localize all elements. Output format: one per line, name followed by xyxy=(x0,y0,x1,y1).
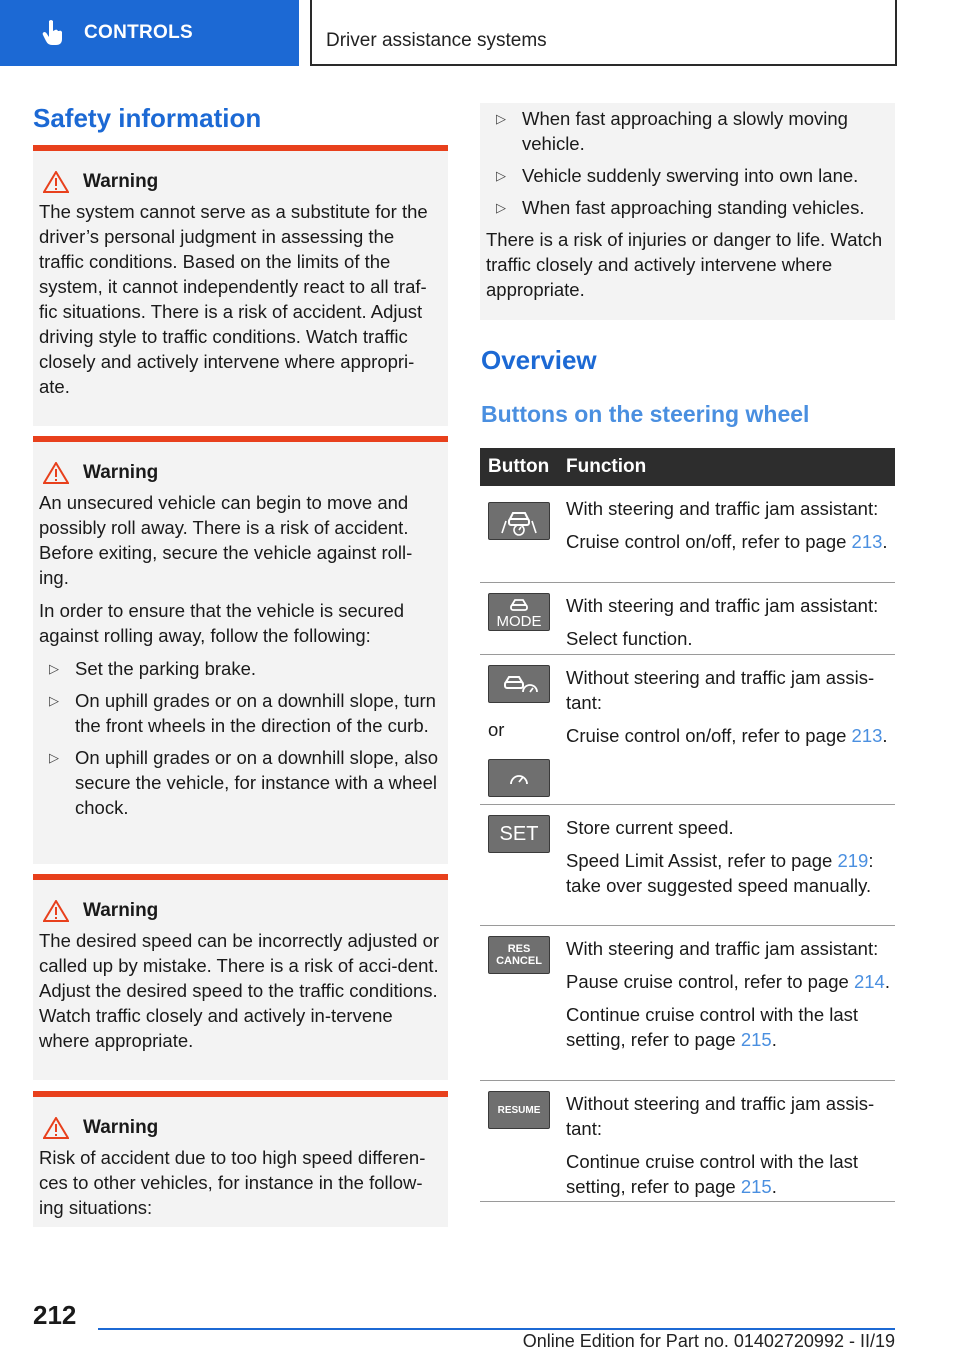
warning-box-1 xyxy=(33,145,448,426)
res-cancel-button-icon xyxy=(488,936,550,974)
list-item: ▷ On uphill grades or on a downhill slope, turn the front wheels in the direction of the curb. xyxy=(49,690,436,736)
warning-title: Warning xyxy=(83,1117,159,1138)
table-row xyxy=(480,655,895,805)
gauge-button-icon xyxy=(488,759,550,797)
chapter-bar xyxy=(310,0,897,66)
function-text: Cruise control on/off, refer to page 213. xyxy=(566,531,888,552)
footer-divider xyxy=(98,1328,895,1330)
warning-title: Warning xyxy=(83,900,159,921)
safety-information-heading: Safety information xyxy=(33,103,262,133)
warning-title: Warning xyxy=(83,171,159,192)
function-text: Pause cruise control, refer to page 214. xyxy=(566,971,890,992)
set-button-icon xyxy=(488,815,550,853)
bullet-list xyxy=(39,656,440,820)
column-header-button: Button xyxy=(488,456,550,477)
warning-continuation xyxy=(480,103,895,320)
list-item: ▷ When fast approaching standing vehicles. xyxy=(496,197,865,218)
page-link[interactable]: 213 xyxy=(851,725,883,746)
warning-text: The desired speed can be incorrectly adjusted or called up by mistake. There is a risk of acci-dent. Adjust the desired speed to the traffic conditions. Watch traffic closely and actively in-tervene where appropriate. xyxy=(39,930,440,1051)
chapter-title: Driver assistance systems xyxy=(326,30,547,51)
function-text: Without steering and traffic jam assis-tant: xyxy=(566,667,875,713)
res-cancel-label: RES CANCEL xyxy=(496,943,542,967)
triangle-bullet-icon: ▷ xyxy=(496,200,506,215)
table-row xyxy=(480,805,895,926)
list-item: ▷ When fast approaching a slowly moving vehicle. xyxy=(496,108,848,154)
section-tab[interactable] xyxy=(0,0,299,66)
warning-text: The system cannot serve as a substitute for the driver’s personal judgment in assessing the traffic conditions. Based on the limits of the system, it cannot independently react to all traf-fic situations. There is a risk of accident. Adjust driving style to traffic conditions. Watch traffic closely and actively intervene where appropri-ate. xyxy=(39,201,428,397)
table-row xyxy=(480,583,895,655)
list-item: ▷ Set the parking brake. xyxy=(49,658,256,679)
warning-text: In order to ensure that the vehicle is secured against rolling away, follow the following: xyxy=(39,600,405,646)
buttons-subheading: Buttons on the steering wheel xyxy=(481,401,810,427)
list-item: ▷ Vehicle suddenly swerving into own lane. xyxy=(496,165,859,186)
car-gauge-button-icon xyxy=(488,665,550,703)
triangle-bullet-icon: ▷ xyxy=(49,693,59,708)
triangle-bullet-icon: ▷ xyxy=(496,168,506,183)
function-text: Continue cruise control with the last setting, refer to page 215. xyxy=(566,1004,859,1050)
assist-gauge-button-icon xyxy=(488,502,550,540)
page-link[interactable]: 215 xyxy=(740,1176,772,1197)
or-label: or xyxy=(488,719,505,740)
warning-box-3 xyxy=(33,874,448,1080)
warning-triangle-icon xyxy=(43,900,69,922)
resume-label: RESUME xyxy=(497,1104,541,1116)
function-text: Speed Limit Assist, refer to page 219: take over suggested speed manually. xyxy=(566,850,874,896)
warning-text: Risk of accident due to too high speed differen-ces to other vehicles, for instance in the follow-ing situations: xyxy=(39,1147,426,1218)
function-text: Select function. xyxy=(566,628,693,649)
warning-text: There is a risk of injuries or danger to life. Watch traffic closely and actively intervene where appropriate. xyxy=(486,229,883,300)
warning-title: Warning xyxy=(83,462,159,483)
function-text: Without steering and traffic jam assis-tant: xyxy=(566,1093,875,1139)
table-row xyxy=(480,926,895,1081)
mode-button-icon xyxy=(488,593,550,631)
function-text: With steering and traffic jam assistant: xyxy=(566,498,879,519)
section-tab-label: CONTROLS xyxy=(84,22,194,43)
table-row xyxy=(480,486,895,583)
page-number: 212 xyxy=(33,1300,77,1330)
column-header-function: Function xyxy=(566,456,647,477)
triangle-bullet-icon: ▷ xyxy=(496,111,506,126)
triangle-bullet-icon: ▷ xyxy=(49,661,59,676)
triangle-bullet-icon: ▷ xyxy=(49,750,59,765)
edition-text: Online Edition for Part no. 01402720992 - II/19 xyxy=(522,1331,895,1351)
warning-triangle-icon xyxy=(43,171,69,193)
function-text: Continue cruise control with the last setting, refer to page 215. xyxy=(566,1151,859,1197)
warning-text: An unsecured vehicle can begin to move and possibly roll away. There is a risk of accident. Before exiting, secure the vehicle against roll-ing. xyxy=(39,492,413,588)
mode-label: MODE xyxy=(496,613,542,629)
warning-triangle-icon xyxy=(43,1117,69,1139)
bullet-list xyxy=(486,106,887,220)
list-item: ▷ On uphill grades or on a downhill slope, also secure the vehicle, for instance with a wheel chock. xyxy=(49,747,439,818)
buttons-table xyxy=(480,448,895,1202)
warning-triangle-icon xyxy=(43,462,69,484)
set-label: SET xyxy=(499,822,539,845)
page-link[interactable]: 213 xyxy=(851,531,883,552)
hand-pointer-icon xyxy=(40,19,66,47)
function-text: With steering and traffic jam assistant: xyxy=(566,938,879,959)
warning-box-2 xyxy=(33,436,448,864)
table-row xyxy=(480,1081,895,1202)
function-text: Store current speed. xyxy=(566,817,734,838)
page-link[interactable]: 214 xyxy=(853,971,885,992)
function-text: Cruise control on/off, refer to page 213. xyxy=(566,725,888,746)
page-link[interactable]: 215 xyxy=(740,1029,772,1050)
warning-box-4 xyxy=(33,1091,448,1227)
function-text: With steering and traffic jam assistant: xyxy=(566,595,879,616)
page-link[interactable]: 219 xyxy=(837,850,869,871)
overview-heading: Overview xyxy=(481,345,597,375)
resume-button-icon xyxy=(488,1091,550,1129)
table-header xyxy=(480,448,895,486)
